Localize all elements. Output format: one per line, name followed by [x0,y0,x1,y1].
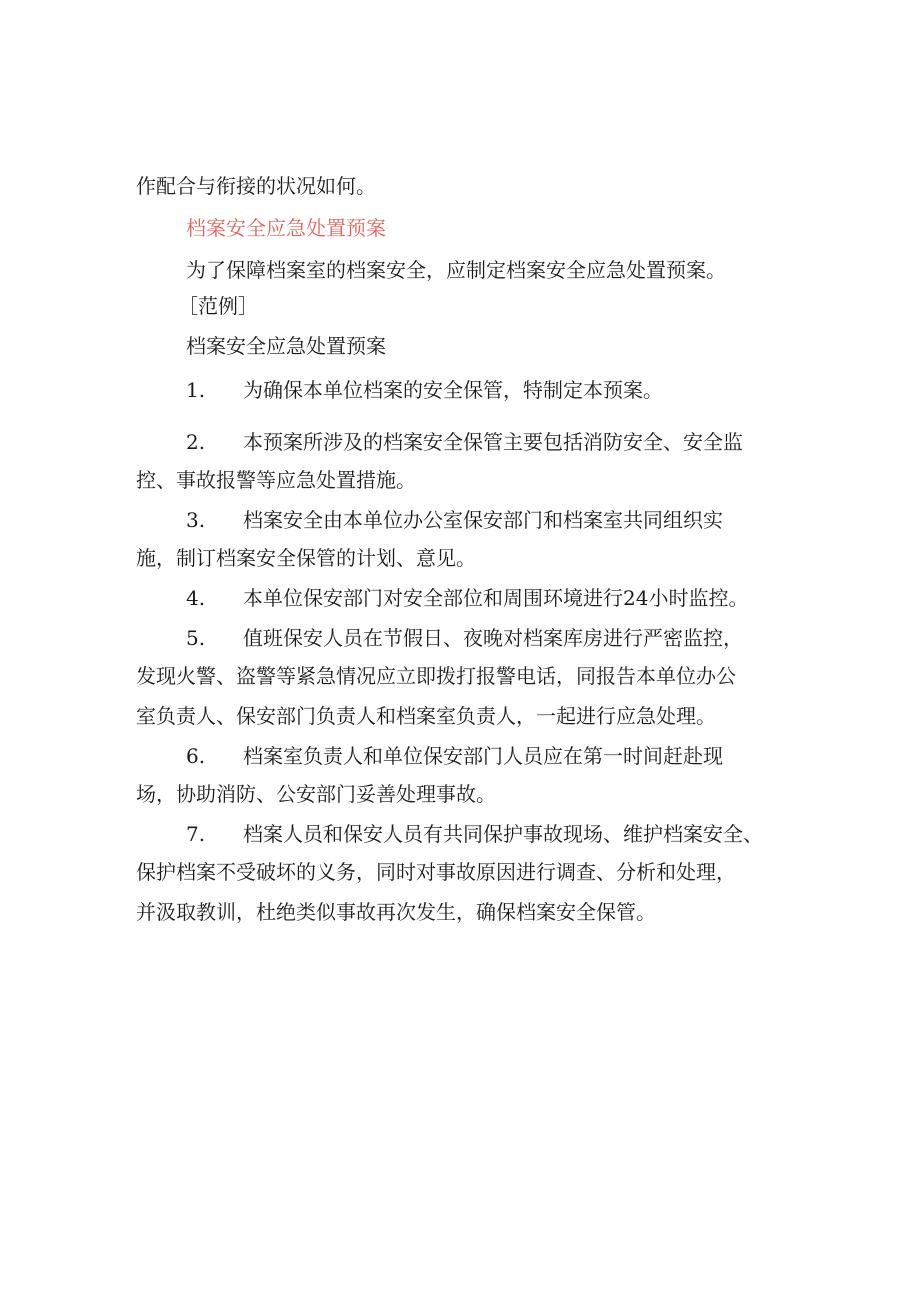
section-title: 档案安全应急处置预案 [186,216,386,240]
item-number: 1. [186,378,206,402]
item-text: 发现火警、盗警等紧急情况应立即拨打报警电话，同报告本单位办公 [136,664,736,688]
item-number: 5. [186,626,206,650]
list-item-4 [0,578,920,618]
list-item-3-cont [0,538,920,578]
item-text: 并汲取教训，杜绝类似事故再次发生，确保档案安全保管。 [136,900,656,924]
list-item-2 [0,422,920,462]
list-item-6 [0,736,920,776]
item-text: 档案室负责人和单位保安部门人员应在第一时间赶赴现 [243,744,723,768]
item-number: 3. [186,508,206,532]
intro-paragraph: 为了保障档案室的档案安全，应制定档案安全应急处置预案。 [186,258,726,282]
item-text: 保护档案不受破坏的义务，同时对事故原因进行调查、分析和处理， [136,860,736,884]
item-text: 为确保本单位档案的安全保管，特制定本预案。 [243,378,663,402]
item-text: 室负责人、保安部门负责人和档案室负责人，一起进行应急处理。 [136,704,716,728]
list-item-7-cont [0,892,920,932]
document-title: 档案安全应急处置预案 [186,334,386,358]
list-item-5 [0,618,920,658]
list-item-5-cont [0,656,920,696]
list-item-7 [0,814,920,854]
continuation-line: 作配合与衔接的状况如何。 [136,174,376,198]
list-item-3 [0,500,920,540]
list-item-1 [0,370,920,410]
item-text: 档案安全由本单位办公室保安部门和档案室共同组织实 [243,508,723,532]
item-number: 6. [186,744,206,768]
list-item-5-cont [0,696,920,736]
list-item-2-cont [0,460,920,500]
example-label: ［范例］ [178,294,258,318]
item-text: 本单位保安部门对安全部位和周围环境进行24小时监控。 [243,586,749,610]
item-text: 值班保安人员在节假日、夜晚对档案库房进行严密监控， [243,626,743,650]
item-number: 4. [186,586,206,610]
list-item-6-cont [0,774,920,814]
item-text: 控、事故报警等应急处置措施。 [136,468,416,492]
item-text: 档案人员和保安人员有共同保护事故现场、维护档案安全、 [243,822,763,846]
item-text: 场，协助消防、公安部门妥善处理事故。 [136,782,496,806]
list-item-7-cont [0,852,920,892]
item-text: 本预案所涉及的档案安全保管主要包括消防安全、安全监 [243,430,743,454]
item-text: 施，制订档案安全保管的计划、意见。 [136,546,476,570]
item-number: 7. [186,822,206,846]
item-number: 2. [186,430,206,454]
